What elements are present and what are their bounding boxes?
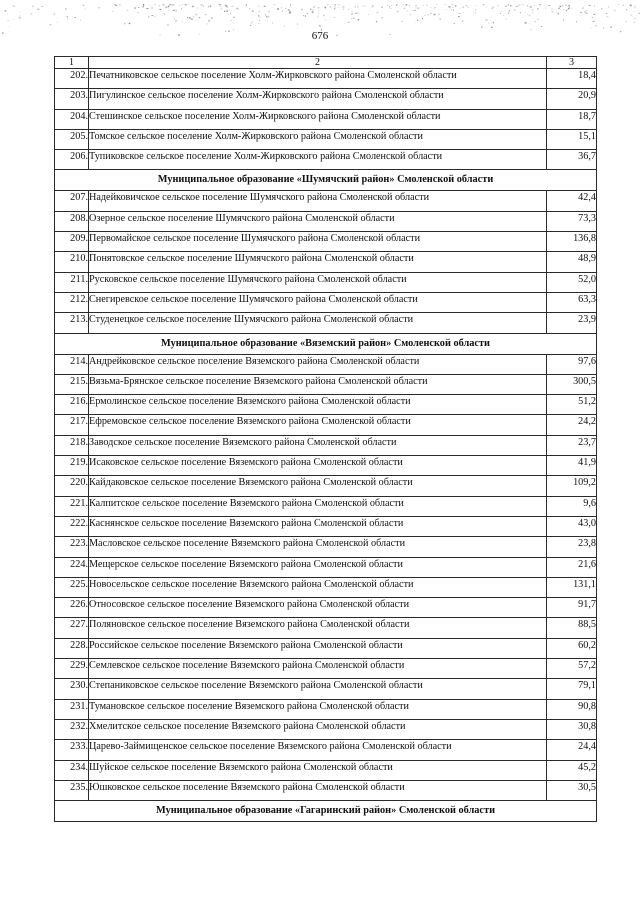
settlement-name: Вязьма-Брянское сельское поселение Вяземского района Смоленской области xyxy=(89,374,547,394)
row-number: 214. xyxy=(55,354,89,374)
row-value: 23,7 xyxy=(547,435,597,455)
table-row xyxy=(55,89,597,109)
settlement-name: Каснянское сельское поселение Вяземского района Смоленской области xyxy=(89,516,547,536)
section-title: Муниципальное образование «Вяземский район» Смоленской области xyxy=(55,333,597,354)
settlement-name: Озерное сельское поселение Шумячского района Смоленской области xyxy=(89,211,547,231)
row-number: 232. xyxy=(55,719,89,739)
row-number: 213. xyxy=(55,313,89,333)
table-row xyxy=(55,232,597,252)
row-value: 57,2 xyxy=(547,659,597,679)
row-number: 216. xyxy=(55,395,89,415)
settlement-name: Царево-Займищенское сельское поселение Вяземского района Смоленской области xyxy=(89,740,547,760)
settlement-name: Юшковское сельское поселение Вяземского района Смоленской области xyxy=(89,780,547,800)
table-row xyxy=(55,69,597,89)
table-row xyxy=(55,516,597,536)
settlement-name: Русковское сельское поселение Шумячского района Смоленской области xyxy=(89,272,547,292)
settlement-name: Кайдаковское сельское поселение Вяземского района Смоленской области xyxy=(89,476,547,496)
settlement-name: Относовское сельское поселение Вяземского района Смоленской области xyxy=(89,598,547,618)
table-row xyxy=(55,374,597,394)
row-value: 30,8 xyxy=(547,719,597,739)
settlement-name: Студенецкое сельское поселение Шумячского района Смоленской области xyxy=(89,313,547,333)
table-row xyxy=(55,577,597,597)
table-row xyxy=(55,313,597,333)
row-value: 18,7 xyxy=(547,109,597,129)
section-title: Муниципальное образование «Гагаринский район» Смоленской области xyxy=(55,801,597,822)
settlement-name: Понятовское сельское поселение Шумячского района Смоленской области xyxy=(89,252,547,272)
section-header-row xyxy=(55,170,597,191)
row-value: 45,2 xyxy=(547,760,597,780)
page-number: 676 xyxy=(311,30,329,42)
row-value: 48,9 xyxy=(547,252,597,272)
row-value: 43,0 xyxy=(547,516,597,536)
row-number: 231. xyxy=(55,699,89,719)
row-number: 223. xyxy=(55,537,89,557)
settlement-name: Стешинское сельское поселение Холм-Жирковского района Смоленской области xyxy=(89,109,547,129)
row-value: 79,1 xyxy=(547,679,597,699)
row-value: 90,8 xyxy=(547,699,597,719)
column-header-row xyxy=(55,57,597,69)
row-number: 221. xyxy=(55,496,89,516)
settlement-name: Снегиревское сельское поселение Шумячского района Смоленской области xyxy=(89,292,547,312)
settlement-name: Хмелитское сельское поселение Вяземского района Смоленской области xyxy=(89,719,547,739)
table-row xyxy=(55,252,597,272)
row-value: 20,9 xyxy=(547,89,597,109)
row-value: 63,3 xyxy=(547,292,597,312)
row-value: 109,2 xyxy=(547,476,597,496)
row-number: 234. xyxy=(55,760,89,780)
row-value: 23,9 xyxy=(547,313,597,333)
row-value: 15,1 xyxy=(547,129,597,149)
row-number: 205. xyxy=(55,129,89,149)
settlement-name: Новосельское сельское поселение Вяземского района Смоленской области xyxy=(89,577,547,597)
section-header-row xyxy=(55,801,597,822)
table-row xyxy=(55,395,597,415)
row-value: 51,2 xyxy=(547,395,597,415)
settlement-name: Первомайское сельское поселение Шумячского района Смоленской области xyxy=(89,232,547,252)
row-number: 212. xyxy=(55,292,89,312)
row-value: 9,6 xyxy=(547,496,597,516)
row-value: 23,8 xyxy=(547,537,597,557)
row-number: 220. xyxy=(55,476,89,496)
column-header-3: 3 xyxy=(547,57,597,69)
row-number: 230. xyxy=(55,679,89,699)
allocation-table xyxy=(54,56,597,822)
row-number: 224. xyxy=(55,557,89,577)
row-number: 225. xyxy=(55,577,89,597)
table-row xyxy=(55,760,597,780)
table-body xyxy=(55,57,597,822)
row-value: 88,5 xyxy=(547,618,597,638)
table-row xyxy=(55,557,597,577)
table-row xyxy=(55,496,597,516)
table-row xyxy=(55,537,597,557)
row-value: 36,7 xyxy=(547,150,597,170)
table-row xyxy=(55,150,597,170)
settlement-name: Томское сельское поселение Холм-Жирковского района Смоленской области xyxy=(89,129,547,149)
row-value: 30,5 xyxy=(547,780,597,800)
row-value: 21,6 xyxy=(547,557,597,577)
row-number: 206. xyxy=(55,150,89,170)
table-row xyxy=(55,618,597,638)
row-number: 202. xyxy=(55,69,89,89)
settlement-name: Надейковичское сельское поселение Шумячского района Смоленской области xyxy=(89,191,547,211)
row-value: 18,4 xyxy=(547,69,597,89)
settlement-name: Тумановское сельское поселение Вяземского района Смоленской области xyxy=(89,699,547,719)
row-number: 203. xyxy=(55,89,89,109)
row-value: 91,7 xyxy=(547,598,597,618)
row-value: 136,8 xyxy=(547,232,597,252)
row-number: 235. xyxy=(55,780,89,800)
table-row xyxy=(55,476,597,496)
table-row xyxy=(55,780,597,800)
row-number: 227. xyxy=(55,618,89,638)
row-number: 233. xyxy=(55,740,89,760)
section-header-row xyxy=(55,333,597,354)
table-row xyxy=(55,272,597,292)
row-number: 211. xyxy=(55,272,89,292)
column-header-1: 1 xyxy=(55,57,89,69)
row-value: 60,2 xyxy=(547,638,597,658)
row-value: 97,6 xyxy=(547,354,597,374)
table-row xyxy=(55,129,597,149)
row-value: 73,3 xyxy=(547,211,597,231)
settlement-name: Пигулинское сельское поселение Холм-Жирковского района Смоленской области xyxy=(89,89,547,109)
table-row xyxy=(55,456,597,476)
row-number: 219. xyxy=(55,456,89,476)
settlement-name: Тупиковское сельское поселение Холм-Жирковского района Смоленской области xyxy=(89,150,547,170)
settlement-name: Мещерское сельское поселение Вяземского района Смоленской области xyxy=(89,557,547,577)
settlement-name: Ефремовское сельское поселение Вяземского района Смоленской области xyxy=(89,415,547,435)
settlement-name: Российское сельское поселение Вяземского района Смоленской области xyxy=(89,638,547,658)
row-number: 222. xyxy=(55,516,89,536)
row-number: 215. xyxy=(55,374,89,394)
row-number: 207. xyxy=(55,191,89,211)
table-row xyxy=(55,598,597,618)
table-row xyxy=(55,109,597,129)
settlement-name: Семлевское сельское поселение Вяземского района Смоленской области xyxy=(89,659,547,679)
row-number: 210. xyxy=(55,252,89,272)
table-row xyxy=(55,415,597,435)
table-row xyxy=(55,354,597,374)
table-row xyxy=(55,292,597,312)
table-row xyxy=(55,435,597,455)
row-number: 217. xyxy=(55,415,89,435)
row-number: 228. xyxy=(55,638,89,658)
settlement-name: Шуйское сельское поселение Вяземского района Смоленской области xyxy=(89,760,547,780)
table-row xyxy=(55,211,597,231)
table-row xyxy=(55,659,597,679)
section-title: Муниципальное образование «Шумячский район» Смоленской области xyxy=(55,170,597,191)
row-number: 229. xyxy=(55,659,89,679)
row-value: 24,4 xyxy=(547,740,597,760)
row-number: 226. xyxy=(55,598,89,618)
table-row xyxy=(55,740,597,760)
settlement-name: Степаниковское сельское поселение Вяземского района Смоленской области xyxy=(89,679,547,699)
table-row xyxy=(55,638,597,658)
settlement-name: Калпитское сельское поселение Вяземского района Смоленской области xyxy=(89,496,547,516)
settlement-name: Масловское сельское поселение Вяземского района Смоленской области xyxy=(89,537,547,557)
row-number: 204. xyxy=(55,109,89,129)
settlement-name: Ермолинское сельское поселение Вяземского района Смоленской области xyxy=(89,395,547,415)
row-value: 131,1 xyxy=(547,577,597,597)
row-number: 218. xyxy=(55,435,89,455)
table-row xyxy=(55,679,597,699)
row-value: 52,0 xyxy=(547,272,597,292)
table-row xyxy=(55,191,597,211)
settlement-name: Поляновское сельское поселение Вяземского района Смоленской области xyxy=(89,618,547,638)
settlement-name: Исаковское сельское поселение Вяземского района Смоленской области xyxy=(89,456,547,476)
row-value: 24,2 xyxy=(547,415,597,435)
row-value: 300,5 xyxy=(547,374,597,394)
table-row xyxy=(55,699,597,719)
row-value: 41,9 xyxy=(547,456,597,476)
row-number: 209. xyxy=(55,232,89,252)
settlement-name: Заводское сельское поселение Вяземского района Смоленской области xyxy=(89,435,547,455)
table-row xyxy=(55,719,597,739)
column-header-2: 2 xyxy=(89,57,547,69)
settlement-name: Андрейковское сельское поселение Вяземского района Смоленской области xyxy=(89,354,547,374)
row-number: 208. xyxy=(55,211,89,231)
settlement-name: Печатниковское сельское поселение Холм-Жирковского района Смоленской области xyxy=(89,69,547,89)
row-value: 42,4 xyxy=(547,191,597,211)
